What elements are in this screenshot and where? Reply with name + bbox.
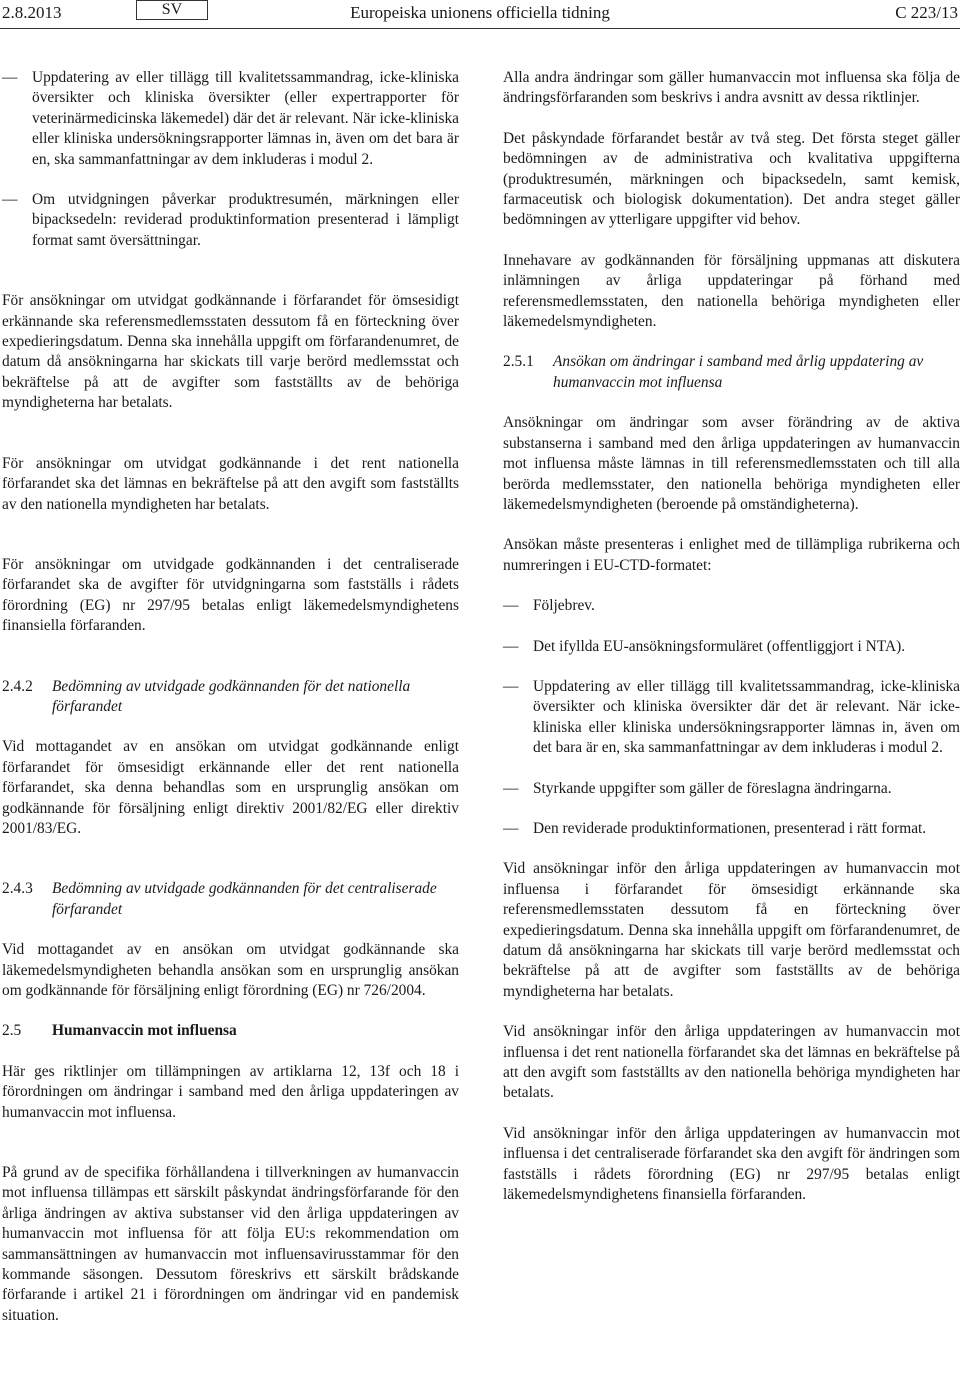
dash-item [503, 677, 960, 759]
dash-text: Den reviderade produktinformationen, presenterad i rätt format. [533, 819, 927, 837]
section-number: 2.5.1 [503, 353, 534, 371]
section-number: 2.4.2 [2, 677, 33, 695]
paragraph: Alla andra ändringar som gäller humanvaccin mot influensa ska följa de ändringsförfaranden som beskrivs i andra avsnitt av dessa riktlinjer. [503, 69, 960, 107]
paragraph: Vid mottagandet av en ansökan om utvidgat godkännande enligt förfarandet för ömsesidigt erkännande eller det rent nationella förfarandet, ska denna behandlas som en ursprunglig ansökan om godkännande för försäljning enligt direktiv 2001/82/EG eller direktiv 2001/83/EG. [2, 738, 459, 837]
section-heading [2, 677, 459, 718]
section-heading [2, 1021, 459, 1041]
dash-text: Om utvidgningen påverkar produktresumén, märkningen eller bipacksedeln: reviderad produktinformation presenterad i lämpligt format samt översättningar. [32, 191, 459, 249]
dash-text: Det ifyllda EU-ansökningsformuläret (offentliggjort i NTA). [533, 637, 906, 655]
page-header [0, 0, 960, 29]
paragraph: Vid mottagandet av en ansökan om utvidgat godkännande ska läkemedelsmyndigheten behandla ansökan som en ursprunglig ansökan om godkännande för försäljning enligt förordning (EG) nr 726/2004. [2, 941, 459, 999]
dash-item [2, 68, 459, 170]
section-title: Humanvaccin mot influensa [52, 1022, 237, 1040]
paragraph: Vid ansökningar inför den årliga uppdateringen av humanvaccin mot influensa i förfarandet för ömsesidigt erkännande ska referensmedlemsstaten dessutom få en förteckning över expedieringsdatum. Denna ska innehålla uppgift om förfarandenumret, de datum då ansökningarna har skickats till varje berörd medlemsstat och bekräftelse på att de avgifter som fastställts av de behöriga myndigheterna har betalats. [503, 860, 960, 1000]
journal-title: Europeiska unionens officiella tidning [350, 3, 610, 22]
dash-mark: — [503, 779, 519, 797]
paragraph: Här ges riktlinjer om tillämpningen av artiklarna 12, 13f och 18 i förordningen om ändringar i samband med den årliga uppdateringen av humanvaccin mot influensa. [2, 1062, 459, 1121]
section-number: 2.4.3 [2, 880, 33, 898]
dash-text: Uppdatering av eller tillägg till kvalitetssammandrag, icke-kliniska översikter och kliniska översikter där det är relevant. När icke-kliniska eller kliniska undersökningsrapporter lämnas in, även om det bara är en, ska sammanfattningar av dem inkluderas i modul 2. [533, 677, 960, 757]
dash-item [503, 637, 960, 657]
paragraph: Vid ansökningar inför den årliga uppdateringen av humanvaccin mot influensa i det rent nationella förfarandet ska det lämnas en bekräftelse på att den avgift som fastställts av den nationella behöriga myndigheten har betalats. [503, 1023, 960, 1102]
paragraph: På grund av de specifika förhållandena i tillverkningen av humanvaccin mot influensa tillämpas ett särskilt påskyndat ändringsförfarande för den årliga ändringen av aktiva substanser vid den årliga uppdateringen av humanvaccin mot influensa för att följa EU:s rekommendation om sammansättningen av humanvaccin mot influensavirusstammar för den kommande säsongen. Dessutom föreskrivs ett särskilt brådskande förfarande i artikel 21 i förordningen om ändringar vid en pandemisk situation. [2, 1164, 459, 1324]
page-number: C 223/13 [895, 3, 958, 22]
dash-mark: — [503, 677, 519, 695]
dash-text: Följebrev. [533, 597, 595, 615]
paragraph: Vid ansökningar inför den årliga uppdateringen av humanvaccin mot influensa i det centraliserade förfarandet ska den avgift för ändringen som fastställs i rådets förordning (EG) nr 297/95 betalas enligt läkemedelsmyndighetens finansiella förfaranden. [503, 1124, 960, 1204]
dash-item [503, 819, 960, 839]
publication-date: 2.8.2013 [2, 3, 62, 22]
section-title: Ansökan om ändringar i samband med årlig uppdatering av humanvaccin mot influensa [553, 353, 924, 391]
dash-mark: — [2, 69, 18, 86]
paragraph: Ansökan måste presenteras i enlighet med de tillämpliga rubrikerna och numreringen i EU-CTD-formatet: [503, 536, 960, 574]
dash-text: Uppdatering av eller tillägg till kvalitetssammandrag, icke-kliniska översikter och kliniska översikter (eller expertrapporter för veterinärmedicinska läkemedel) där det är relevant. När icke-kliniska eller kliniska undersökningsrapporter lämnas in, även om det bara är en, ska sammanfattningar av dem inkluderas i modul 2. [32, 69, 459, 168]
paragraph: Innehavare av godkännanden för försäljning uppmanas att diskutera inlämningen av årliga uppdateringar på förhand med referensmedlemsstaten, den nationella behöriga myndigheten eller läkemedelsmyndigheten. [503, 251, 960, 331]
paragraph: För ansökningar om utvidgade godkännanden i det centraliserade förfarandet ska de avgifter för utvidgningarna som fastställs i rådets förordning (EG) nr 297/95 betalas enligt läkemedelsmyndighetens finansiella förfaranden. [2, 555, 459, 635]
section-heading [2, 879, 459, 920]
left-column [2, 68, 459, 1326]
section-title: Bedömning av utvidgade godkännanden för det nationella förfarandet [52, 677, 411, 715]
dash-item [503, 779, 960, 799]
dash-mark: — [503, 637, 519, 655]
section-heading [503, 352, 960, 393]
paragraph: För ansökningar om utvidgat godkännande i det rent nationella förfarandet ska det lämnas en bekräftelse på att den avgift som fastställts av den nationella myndigheten har betalats. [2, 454, 459, 513]
dash-item [2, 190, 459, 251]
dash-item [503, 596, 960, 616]
paragraph: Det påskyndade förfarandet består av två steg. Det första steget gäller bedömningen av de administrativa och kvalitativa uppgifterna (produktresumén, märkningen och bipacksedeln, samt kemisk, farmaceutisk och biologisk dokumentation). Det andra steget gäller bedömningen av ytterligare uppgifter vid behov. [503, 129, 960, 229]
dash-text: Styrkande uppgifter som gäller de föreslagna ändringarna. [533, 779, 892, 797]
right-column [503, 68, 960, 1205]
language-badge: SV [136, 0, 208, 20]
section-title: Bedömning av utvidgade godkännanden för det centraliserade förfarandet [52, 880, 437, 918]
dash-mark: — [503, 819, 519, 837]
dash-mark: — [503, 597, 519, 615]
section-number: 2.5 [2, 1022, 22, 1040]
paragraph: För ansökningar om utvidgat godkännande i förfarandet för ömsesidigt erkännande ska referensmedlemsstaten dessutom få en förteckning över expedieringsdatum. Denna ska innehålla uppgift om förfarandenumret, de datum då ansökningarna har skickats till varje berörd medlemsstat och bekräftelse på att de avgifter som fastställts av de behöriga myndigheterna har betalats. [2, 292, 459, 412]
paragraph: Ansökningar om ändringar som avser förändring av de aktiva substanserna i samband med den årliga uppdateringen av humanvaccin mot influensa måste lämnas in till referensmedlemsstaten och till alla berörda medlemsstater, den nationella behöriga myndigheten eller läkemedelsmyndigheten (beroende på omständigheterna). [503, 414, 960, 513]
dash-mark: — [2, 191, 18, 209]
